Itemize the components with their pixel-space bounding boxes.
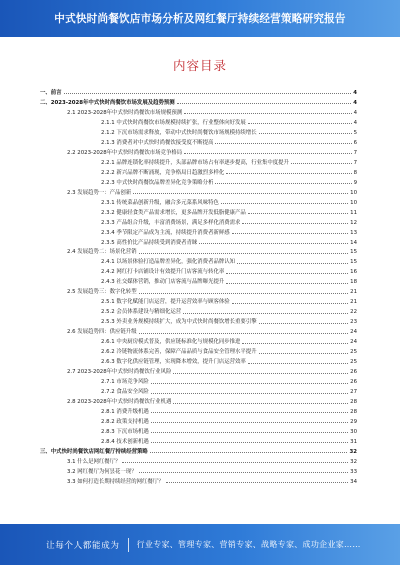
toc-page-number: 26 [350, 369, 357, 376]
toc-page-number: 24 [350, 329, 357, 336]
toc-leader-dots [173, 373, 348, 374]
toc-entry-title: 三、中式快时尚餐饮店网红餐厅持续经营策略 [40, 448, 148, 455]
toc-entry[interactable] [40, 475, 357, 485]
toc-leader-dots [232, 303, 349, 304]
toc-entry-title: 2.4.1 以场景体验打造品牌差异化，强化消费者品牌认知 [101, 259, 236, 266]
toc-page-number: 8 [353, 169, 357, 176]
toc-entry[interactable] [40, 355, 357, 365]
toc-leader-dots [64, 93, 352, 94]
toc-entry[interactable] [40, 265, 357, 275]
toc-leader-dots [151, 432, 348, 433]
toc-entry-title: 2.3.2 健康轻食类产品需求增长，更多品牌开发低脂健康产品 [101, 209, 246, 216]
footer-divider [128, 538, 129, 552]
toc-entry[interactable] [40, 435, 357, 445]
toc-entry[interactable] [40, 305, 357, 315]
toc-entry-title: 2.1.3 消费者对中式快时尚餐饮接受度不断提高 [101, 139, 214, 146]
toc-entry[interactable] [40, 236, 357, 246]
toc-leader-dots [221, 203, 348, 204]
toc-page-number: 28 [350, 408, 357, 415]
toc-page-number: 14 [350, 239, 357, 246]
toc-entry[interactable] [40, 365, 357, 375]
toc-leader-dots [166, 482, 349, 483]
toc-entry[interactable] [40, 455, 357, 465]
toc-entry-title: 2.6 发展趋势四：供应链升级 [67, 329, 137, 336]
toc-page-number: 10 [350, 189, 357, 196]
toc-leader-dots [177, 103, 352, 104]
toc-page-number: 28 [350, 399, 357, 405]
toc-leader-dots [139, 293, 349, 294]
toc-page-number: 6 [353, 139, 357, 146]
toc-entry-title: 3.3 如何打造长期持续经营的网红餐厅？ [67, 478, 164, 485]
toc-entry[interactable] [40, 186, 357, 196]
toc-leader-dots [151, 442, 348, 443]
toc-leader-dots [226, 173, 351, 174]
toc-entry[interactable] [40, 415, 357, 425]
toc-entry[interactable] [40, 425, 357, 435]
toc-entry-title: 2.5 发展趋势三：数字化转型 [67, 289, 137, 296]
toc-entry-title: 2.6.3 数字化供应链管理，实现降本增效，提升门店运营效率 [101, 359, 246, 366]
toc-entry-title: 2.8.2 政策支持机遇 [101, 418, 149, 425]
toc-leader-dots [259, 353, 349, 354]
toc-leader-dots [248, 213, 348, 214]
toc-leader-dots [133, 193, 348, 194]
toc-entry[interactable] [40, 176, 357, 186]
toc-entry[interactable] [40, 106, 357, 116]
toc-entry[interactable] [40, 136, 357, 146]
toc-entry-title: 2.3 发展趋势一：产品创新 [67, 189, 132, 196]
toc-leader-dots [291, 163, 352, 164]
toc-page-number: 4 [353, 99, 357, 106]
toc-page-number: 34 [350, 478, 357, 485]
toc-page-number: 10 [350, 199, 357, 206]
toc-page-number: 33 [350, 468, 357, 475]
toc-leader-dots [242, 343, 348, 344]
toc-leader-dots [259, 133, 352, 134]
toc-entry[interactable] [40, 156, 357, 166]
toc-leader-dots [151, 393, 348, 394]
toc-entry[interactable] [40, 375, 357, 385]
toc-entry[interactable] [40, 465, 357, 475]
toc-page-number: 15 [350, 259, 357, 266]
toc-entry-title: 2.1.2 下沉市场需求释放，带动中式快时尚餐饮市场规模持续增长 [101, 129, 257, 136]
toc-leader-dots [248, 363, 348, 364]
toc-leader-dots [150, 452, 348, 453]
toc-page-number: 21 [350, 299, 357, 306]
toc-entry-title: 2.2.1 品牌连锁化率持续提升，头部品牌市场占有率逐步提高，行业集中度提升 [101, 159, 289, 166]
toc-page-number: 5 [353, 129, 357, 136]
toc-entry-title: 2.4.2 网红打卡店铺设计有效提升门店客流与转化率 [101, 269, 225, 276]
toc-entry-title: 2.3.4 季节限定产品成为主流，持续提升消费者新鲜感 [101, 229, 230, 236]
toc-entry-title: 2.7 2023-2028年中式快时尚餐饮行业风险 [67, 369, 172, 376]
toc-leader-dots [139, 333, 349, 334]
toc-page-number: 16 [350, 269, 357, 276]
toc-heading: 内容目录 [172, 58, 227, 73]
toc-page-number: 25 [350, 359, 357, 366]
toc-entry-title: 3.1 什么是网红餐厅？ [67, 458, 121, 465]
toc-leader-dots [242, 223, 348, 224]
toc-entry-title: 2.8.3 下沉市场机遇 [101, 428, 149, 435]
toc-entry-title: 2.6.2 冷链物流体系完善，保障产品品质与食品安全管理水平提升 [101, 349, 257, 356]
toc-entry[interactable] [40, 275, 357, 285]
toc-leader-dots [173, 403, 348, 404]
toc-leader-dots [122, 462, 348, 463]
toc-entry[interactable] [40, 96, 357, 106]
toc-entry-title: 2.5.1 数字化赋能门店运营，提升运营效率与顾客体验 [101, 299, 230, 306]
toc-page-number: 26 [350, 379, 357, 386]
report-title: 中式快时尚餐饮店市场分析及网红餐厅持续经营策略研究报告 [54, 13, 346, 25]
toc-entry-title: 2.3.3 产品组合升级，丰富消费场景，满足多样化消费需求 [101, 219, 241, 226]
toc-entry-title: 2.2 2023-2028年中式快时尚餐饮市场竞争格局 [67, 149, 183, 156]
toc-leader-dots [215, 143, 351, 144]
toc-page-number: 21 [350, 289, 357, 296]
toc-page-number: 12 [350, 219, 357, 226]
toc-entry[interactable] [40, 246, 357, 256]
toc-entry[interactable] [40, 126, 357, 136]
toc-leader-dots [139, 472, 349, 473]
toc-leader-dots [226, 283, 348, 284]
toc-entry-title: 2.4 发展趋势二：场景化营销 [67, 249, 137, 256]
toc-entry[interactable] [40, 206, 357, 216]
toc-page-number: 4 [353, 109, 357, 116]
toc-page-number: 24 [350, 339, 357, 346]
toc-entry-title: 2.2.2 新兴品牌不断涌现，竞争格局日趋激烈多样化 [101, 169, 225, 176]
toc-entry-title: 2.7.1 市场竞争风险 [101, 379, 149, 386]
footer-tagline: 行业专家、管理专家、营销专家、战略专家、成功企业家…… [136, 540, 361, 549]
toc-entry[interactable] [40, 146, 357, 156]
toc-page-number: 11 [350, 209, 357, 216]
toc-entry[interactable] [40, 196, 357, 206]
toc-entry-title: 一、前言 [40, 89, 62, 96]
toc-page-number: 7 [353, 149, 357, 156]
toc-page-number: 7 [353, 159, 357, 166]
toc-page-number: 15 [350, 249, 357, 256]
toc-entry[interactable] [40, 295, 357, 305]
toc-leader-dots [232, 233, 349, 234]
toc-entry-title: 2.7.2 食品安全风险 [101, 389, 149, 396]
toc-page-number: 29 [350, 418, 357, 425]
toc-page-number: 27 [350, 389, 357, 396]
toc-entry[interactable] [40, 116, 357, 126]
toc-page-number: 4 [353, 119, 357, 126]
toc-page-number: 30 [350, 428, 357, 435]
toc-entry[interactable] [40, 216, 357, 226]
toc-leader-dots [184, 113, 351, 114]
toc-entry[interactable] [40, 395, 357, 405]
toc-entry-title: 2.4.3 社交媒体营销，推动门店客流与品牌曝光提升 [101, 279, 225, 286]
footer-slogan: 让每个人都能成为 [46, 540, 120, 551]
toc-entry[interactable] [40, 385, 357, 395]
toc-entry-title: 2.3.1 传统菜品创新升级，融合多元菜系风味特色 [101, 199, 219, 206]
toc-leader-dots [139, 253, 349, 254]
footer-banner [0, 524, 400, 565]
toc-entry-title: 2.8 2023-2028年中式快时尚餐饮行业机遇 [67, 399, 172, 405]
toc-entry-title: 2.3.5 高性价比产品持续受到消费者青睐 [101, 239, 198, 246]
toc-entry[interactable] [40, 405, 357, 415]
toc-leader-dots [259, 323, 349, 324]
toc-entry-title: 2.1.1 中式快时尚餐饮市场规模持续扩张，行业整体向好发展 [101, 119, 246, 126]
toc-page-number: 18 [350, 279, 357, 286]
toc-entry-title: 二、2023-2028年中式快时尚餐饮市场发展及趋势预测 [40, 99, 175, 106]
toc-entry[interactable] [40, 226, 357, 236]
toc-entry-title: 2.5.2 会员体系建设与精细化运营 [101, 309, 182, 316]
toc-leader-dots [151, 383, 348, 384]
toc-leader-dots [199, 243, 348, 244]
toc-page-number: 4 [353, 89, 357, 96]
toc-entry[interactable] [40, 325, 357, 335]
toc-leader-dots [184, 153, 351, 154]
toc-entry-title: 3.2 网红餐厅为何昙花一现？ [67, 468, 137, 475]
toc-entry[interactable] [40, 315, 357, 325]
toc-entry[interactable] [40, 255, 357, 265]
toc-entry[interactable] [40, 345, 357, 355]
toc-entry[interactable] [40, 335, 357, 345]
toc-page-number: 25 [350, 349, 357, 356]
toc-page-number: 9 [353, 179, 357, 186]
toc-entry-title: 2.5.3 外卖业务规模持续扩大，成为中式快时尚餐饮增长重要引擎 [101, 319, 257, 326]
table-of-contents [40, 86, 357, 485]
header-banner [0, 0, 400, 37]
toc-entry[interactable] [40, 445, 357, 455]
toc-entry-title: 2.8.4 技术创新机遇 [101, 438, 149, 445]
toc-leader-dots [151, 422, 348, 423]
toc-leader-dots [248, 123, 352, 124]
toc-leader-dots [183, 313, 348, 314]
toc-entry[interactable] [40, 86, 357, 96]
toc-entry[interactable] [40, 166, 357, 176]
toc-leader-dots [226, 273, 348, 274]
toc-page-number: 32 [350, 458, 357, 465]
toc-page-number: 22 [350, 309, 357, 316]
toc-entry-title: 2.2.3 中式快时尚餐饮品牌差异化竞争策略分析 [101, 179, 214, 186]
toc-entry-title: 2.6.1 中央厨房模式普及，供应链标准化与规模化同步推进 [101, 339, 241, 346]
toc-page-number: 23 [350, 319, 357, 326]
toc-page-number: 31 [350, 438, 357, 445]
toc-page-number: 32 [349, 448, 357, 455]
toc-entry[interactable] [40, 285, 357, 295]
toc-entry-title: 2.8.1 消费升级机遇 [101, 408, 149, 415]
toc-entry-title: 2.1 2023-2028年中式快时尚餐饮市场规模预测 [67, 109, 183, 116]
toc-leader-dots [237, 263, 348, 264]
toc-leader-dots [215, 183, 351, 184]
toc-leader-dots [151, 412, 348, 413]
toc-page-number: 13 [350, 229, 357, 236]
